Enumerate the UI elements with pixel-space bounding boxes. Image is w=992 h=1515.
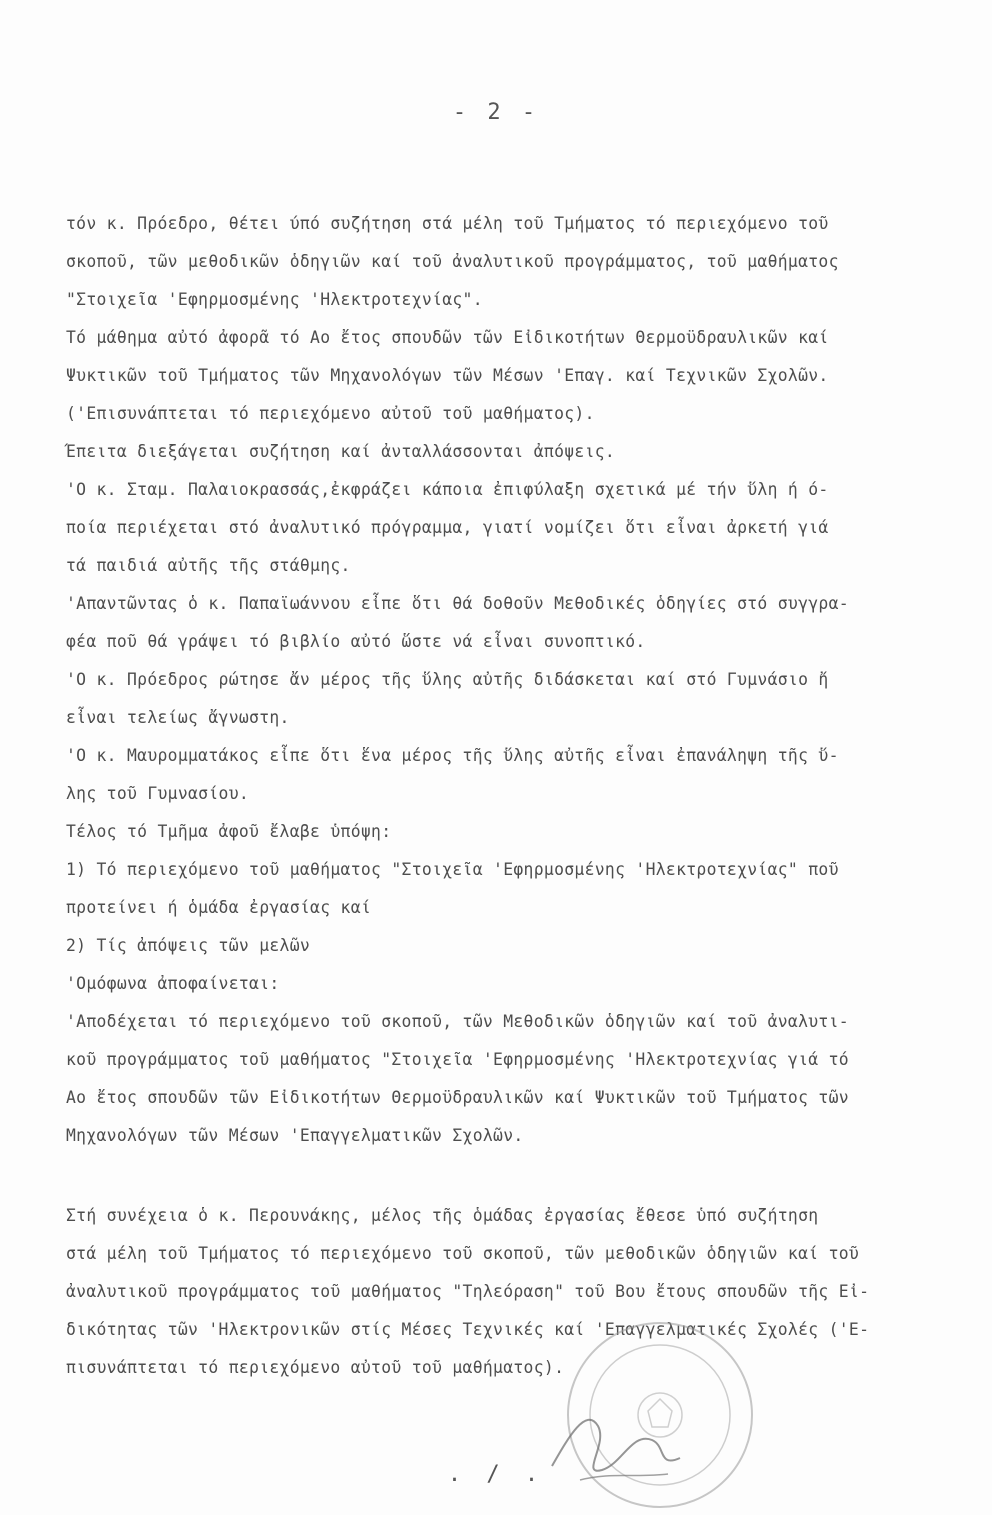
- page-number: - 2 -: [452, 100, 540, 125]
- text-line-9: ποία περιέχεται στό ἀναλυτικό πρόγραμμα, γιατί νομίζει ὅτι εἶναι ἀρκετή γιά: [66, 518, 829, 537]
- text-line-27: στά μέλη τοῦ Τμήματος τό περιεχόμενο τοῦ σκοποῦ, τῶν μεθοδικῶν ὁδηγιῶν καί τοῦ: [66, 1244, 860, 1263]
- text-line-29: δικότητας τῶν 'Ηλεκτρονικῶν στίς Μέσες Τεχνικές καί 'Επαγγελματικές Σχολές ('Ε-: [66, 1320, 870, 1339]
- text-line-11: 'Απαντῶντας ὁ κ. Παπαϊωάννου εἶπε ὅτι θά δοθοῦν Μεθοδικές ὁδηγίες στό συγγρα-: [66, 594, 849, 613]
- continuation-mark: . / .: [447, 1462, 545, 1487]
- text-line-10: τά παιδιά αὐτῆς τῆς στάθμης.: [66, 556, 351, 575]
- text-line-26: Στή συνέχεια ὁ κ. Περουνάκης, μέλος τῆς ὁμάδας ἐργασίας ἔθεσε ὑπό συζήτηση: [66, 1206, 819, 1225]
- text-line-14: εἶναι τελείως ἄγνωστη.: [66, 708, 290, 727]
- text-line-13: 'Ο κ. Πρόεδρος ρώτησε ἄν μέρος τῆς ὕλης αὐτῆς διδάσκεται καί στό Γυμνάσιο ἤ: [66, 670, 829, 689]
- text-line-28: ἀναλυτικοῦ προγράμματος τοῦ μαθήματος "Τηλεόραση" τοῦ Βου ἔτους σπουδῶν τῆς Εἰ-: [66, 1282, 870, 1301]
- text-line-15: 'Ο κ. Μαυρομματάκος εἶπε ὅτι ἕνα μέρος τῆς ὕλης αὐτῆς εἶναι ἐπανάληψη τῆς ὕ-: [66, 746, 839, 765]
- text-line-16: λης τοῦ Γυμνασίου.: [66, 784, 250, 803]
- text-line-1: τόν κ. Πρόεδρο, θέτει ύπό συζήτηση στά μέλη τοῦ Τμήματος τό περιεχόμενο τοῦ: [66, 214, 829, 233]
- text-line-2: σκοποῦ, τῶν μεθοδικῶν ὁδηγιῶν καί τοῦ ἀναλυτικοῦ προγράμματος, τοῦ μαθήματος: [66, 252, 839, 271]
- text-line-23: κοῦ προγράμματος τοῦ μαθήματος "Στοιχεῖα 'Εφηρμοσμένης 'Ηλεκτροτεχνίας γιά τό: [66, 1050, 849, 1069]
- text-line-20: 2) Τίς ἀπόψεις τῶν μελῶν: [66, 936, 311, 955]
- text-line-12: φέα ποῦ θά γράψει τό βιβλίο αὐτό ὥστε νά εἶναι συνοπτικό.: [66, 632, 646, 651]
- text-line-3: "Στοιχεῖα 'Εφηρμοσμένης 'Ηλεκτροτεχνίας".: [66, 290, 483, 309]
- text-line-21: 'Ομόφωνα ἀποφαίνεται:: [66, 974, 280, 993]
- text-line-24: Αο ἔτος σπουδῶν τῶν Εἰδικοτήτων Θερμοϋδραυλικῶν καί Ψυκτικῶν τοῦ Τμήματος τῶν: [66, 1088, 849, 1107]
- text-line-19: προτείνει ή ὁμάδα ἐργασίας καί: [66, 898, 372, 917]
- text-line-5: Ψυκτικῶν τοῦ Τμήματος τῶν Μηχανολόγων τῶν Μέσων 'Επαγ. καί Τεχνικῶν Σχολῶν.: [66, 366, 829, 385]
- text-line-25: Μηχανολόγων τῶν Μέσων 'Επαγγελματικῶν Σχολῶν.: [66, 1126, 524, 1145]
- text-line-30: πισυνάπτεται τό περιεχόμενο αὐτοῦ τοῦ μαθήματος).: [66, 1358, 565, 1377]
- text-line-18: 1) Τό περιεχόμενο τοῦ μαθήματος "Στοιχεῖα 'Εφηρμοσμένης 'Ηλεκτροτεχνίας" ποῦ: [66, 860, 839, 879]
- text-line-4: Τό μάθημα αὐτό ἀφορᾶ τό Αο ἔτος σπουδῶν τῶν Εἰδικοτήτων Θερμοϋδραυλικῶν καί: [66, 328, 829, 347]
- text-line-17: Τέλος τό Τμῆμα ἀφοῦ ἔλαβε ὑπόψη:: [66, 822, 392, 841]
- text-line-7: Έπειτα διεξάγεται συζήτηση καί ἀνταλλάσσονται ἀπόψεις.: [66, 442, 616, 461]
- text-line-8: 'Ο κ. Σταμ. Παλαιοκρασσάς,ἐκφράζει κάποια ἐπιφύλαξη σχετικά μέ τήν ὕλη ή ό-: [66, 480, 829, 499]
- text-line-22: 'Αποδέχεται τό περιεχόμενο τοῦ σκοποῦ, τῶν Μεθοδικῶν ὁδηγιῶν καί τοῦ ἀναλυτι-: [66, 1012, 849, 1031]
- text-line-6: ('Επισυνάπτεται τό περιεχόμενο αὐτοῦ τοῦ μαθήματος).: [66, 404, 595, 423]
